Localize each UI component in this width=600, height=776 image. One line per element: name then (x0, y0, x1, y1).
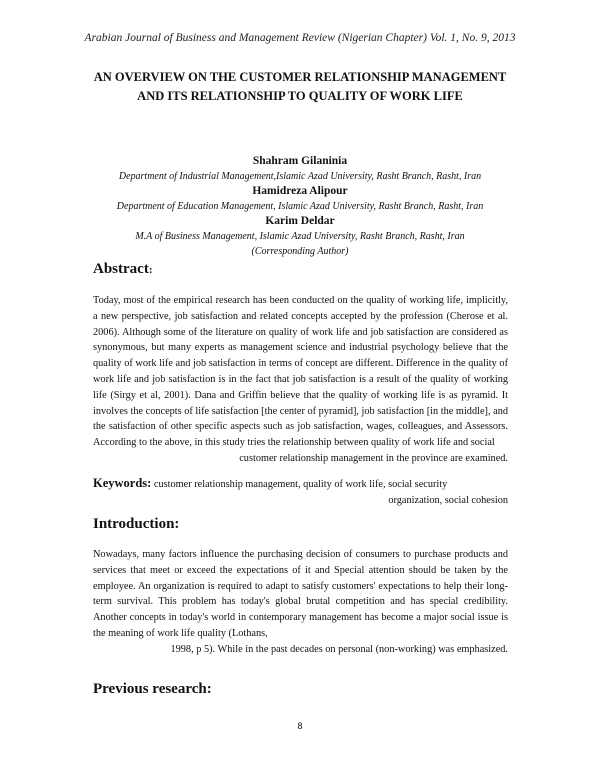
introduction-heading: Introduction: (93, 516, 180, 532)
page-number: 8 (297, 721, 303, 731)
author-affiliation: Department of Education Management, Islamic Azad University, Rasht Branch, Rasht, Iran (116, 201, 484, 212)
abstract-heading (93, 261, 153, 278)
introduction-last-line: 1998, p 5). While in the past decades on personal (non-working) was emphasized. (170, 643, 508, 655)
abstract-heading-colon: : (148, 264, 153, 276)
corresponding-author-note: (Corresponding Author) (251, 246, 349, 257)
abstract-paragraph: Today, most of the empirical research has been conducted on the quality of working life, implicitly, a new perspective, job satisfaction and related concepts accepted by the profession (Cherose et al. 2006). Although some of the literature on quality of work life and job satisfaction are considered as synonymous, but many experts as management science and industrial psychology believe that the quality of work life and job satisfaction in terms of concept are different. Difference in the quality of work life and job satisfaction is in the fact that job satisfaction is a result of the quality of working life (Sirgy et al, 2001). Dana and Griffin believe that the quality of working life is as pyramid. It involves the concepts of life satisfaction [the center of pyramid], job satisfaction [in the middle], and the satisfaction of other specific aspects such as job satisfaction, wages, colleagues, and Assessors. According to the above, in this study tries the relationship between quality of work life and social (93, 295, 508, 449)
introduction-paragraph: Nowadays, many factors influence the purchasing decision of consumers to purchase products and services that meet or exceed the expectations of it and Special attention should be taken by the employee. An organization is required to adapt to satisfy customers' expectations to help their long-term survival. This problem has today's global brutal competition and has special credibility. Another concepts in today's world in contemporary management has become a major social issue is the meaning of work life quality (Lothans, (93, 549, 508, 639)
keywords-label: Keywords: (93, 476, 152, 490)
paper-title: AN OVERVIEW ON THE CUSTOMER RELATIONSHIP MANAGEMENT AND ITS RELATIONSHIP TO QUALITY OF WORK LIFE (93, 70, 507, 103)
previous-research-heading: Previous research: (93, 681, 212, 697)
author-affiliation: M.A of Business Management, Islamic Azad University, Rasht Branch, Rasht, Iran (135, 231, 465, 242)
author-block (40, 154, 560, 259)
author-name: Karim Deldar (265, 215, 335, 227)
abstract-heading-text: Abstract (93, 261, 149, 277)
introduction-body (93, 547, 508, 658)
running-header: Arabian Journal of Business and Management Review (Nigerian Chapter) Vol. 1, No. 9, 2013 (84, 32, 516, 44)
keywords-last-line: organization, social cohesion (388, 494, 508, 506)
abstract-last-line: customer relationship management in the province are examined. (239, 452, 508, 464)
author-affiliation: Department of Industrial Management,Islamic Azad University, Rasht Branch, Rasht, Iran (118, 171, 482, 182)
abstract-body (93, 293, 508, 467)
keywords-block (93, 476, 508, 509)
keywords-text: customer relationship management, quality of work life, social security (153, 479, 448, 490)
author-name: Shahram Gilaninia (252, 155, 348, 167)
author-name: Hamidreza Alipour (252, 185, 348, 197)
